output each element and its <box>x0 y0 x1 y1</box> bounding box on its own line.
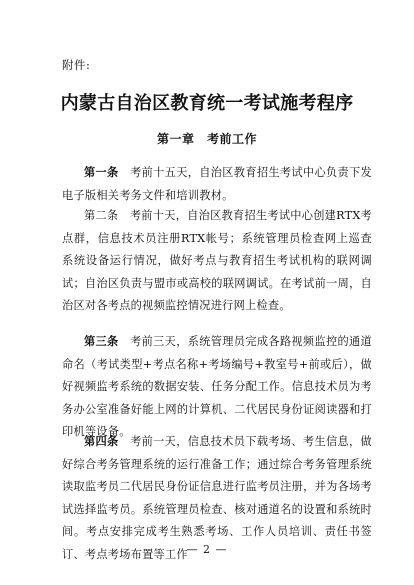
article-3 <box>62 330 372 444</box>
article-text: 考前一天，信息技术员下载考场、考生信息，做好综合考务管理系统的运行准备工作；通过综合考务管理系统读取监考员二代居民身份证信息进行监考员注册，并为各场考试选择监考员。系统管理员检查、核对通道名的设置和系统时间。考点安排完成考生熟悉考场、工作人员培训、责任书签订、考点考场布置等工作 <box>62 435 372 561</box>
chapter-heading: 第一章 考前工作 <box>156 132 257 146</box>
article-2 <box>62 205 372 318</box>
attachment-label: 附件: <box>62 58 91 72</box>
article-label: 第三条 <box>84 334 119 348</box>
article-1 <box>62 161 372 207</box>
article-label: 第二条 <box>84 209 119 222</box>
article-text: 考前十五天，自治区教育招生考试中心负责下发电子版相关考务文件和培训教材。 <box>62 166 372 202</box>
article-label: 第四条 <box>84 434 119 448</box>
article-label: 第一条 <box>84 165 119 179</box>
article-text: 考前三天，系统管理员完成各路视频监控的通道命名（考试类型+考点名称+考场编号+教室号+前或后），做好视频监考系统的数据安装、任务分配工作。信息技术员为考务办公室准备好能上网的计算机、二代居民身份证阅读器和打印机等设备。 <box>62 335 372 438</box>
document-title: 内蒙古自治区教育统一考试施考程序 <box>60 93 354 114</box>
page-number: — 2 — <box>186 543 228 556</box>
article-text: 考前十天，自治区教育招生考试中心创建RTX考点群，信息技术员注册RTX帐号；系统管理员检查网上巡查系统设备运行情况，做好考点与教育招生考试机构的联网调试；自治区负责与盟市或高校的联网调试。在考试前一周，自治区对各考点的视频监控情况进行网上检查。 <box>62 209 372 312</box>
